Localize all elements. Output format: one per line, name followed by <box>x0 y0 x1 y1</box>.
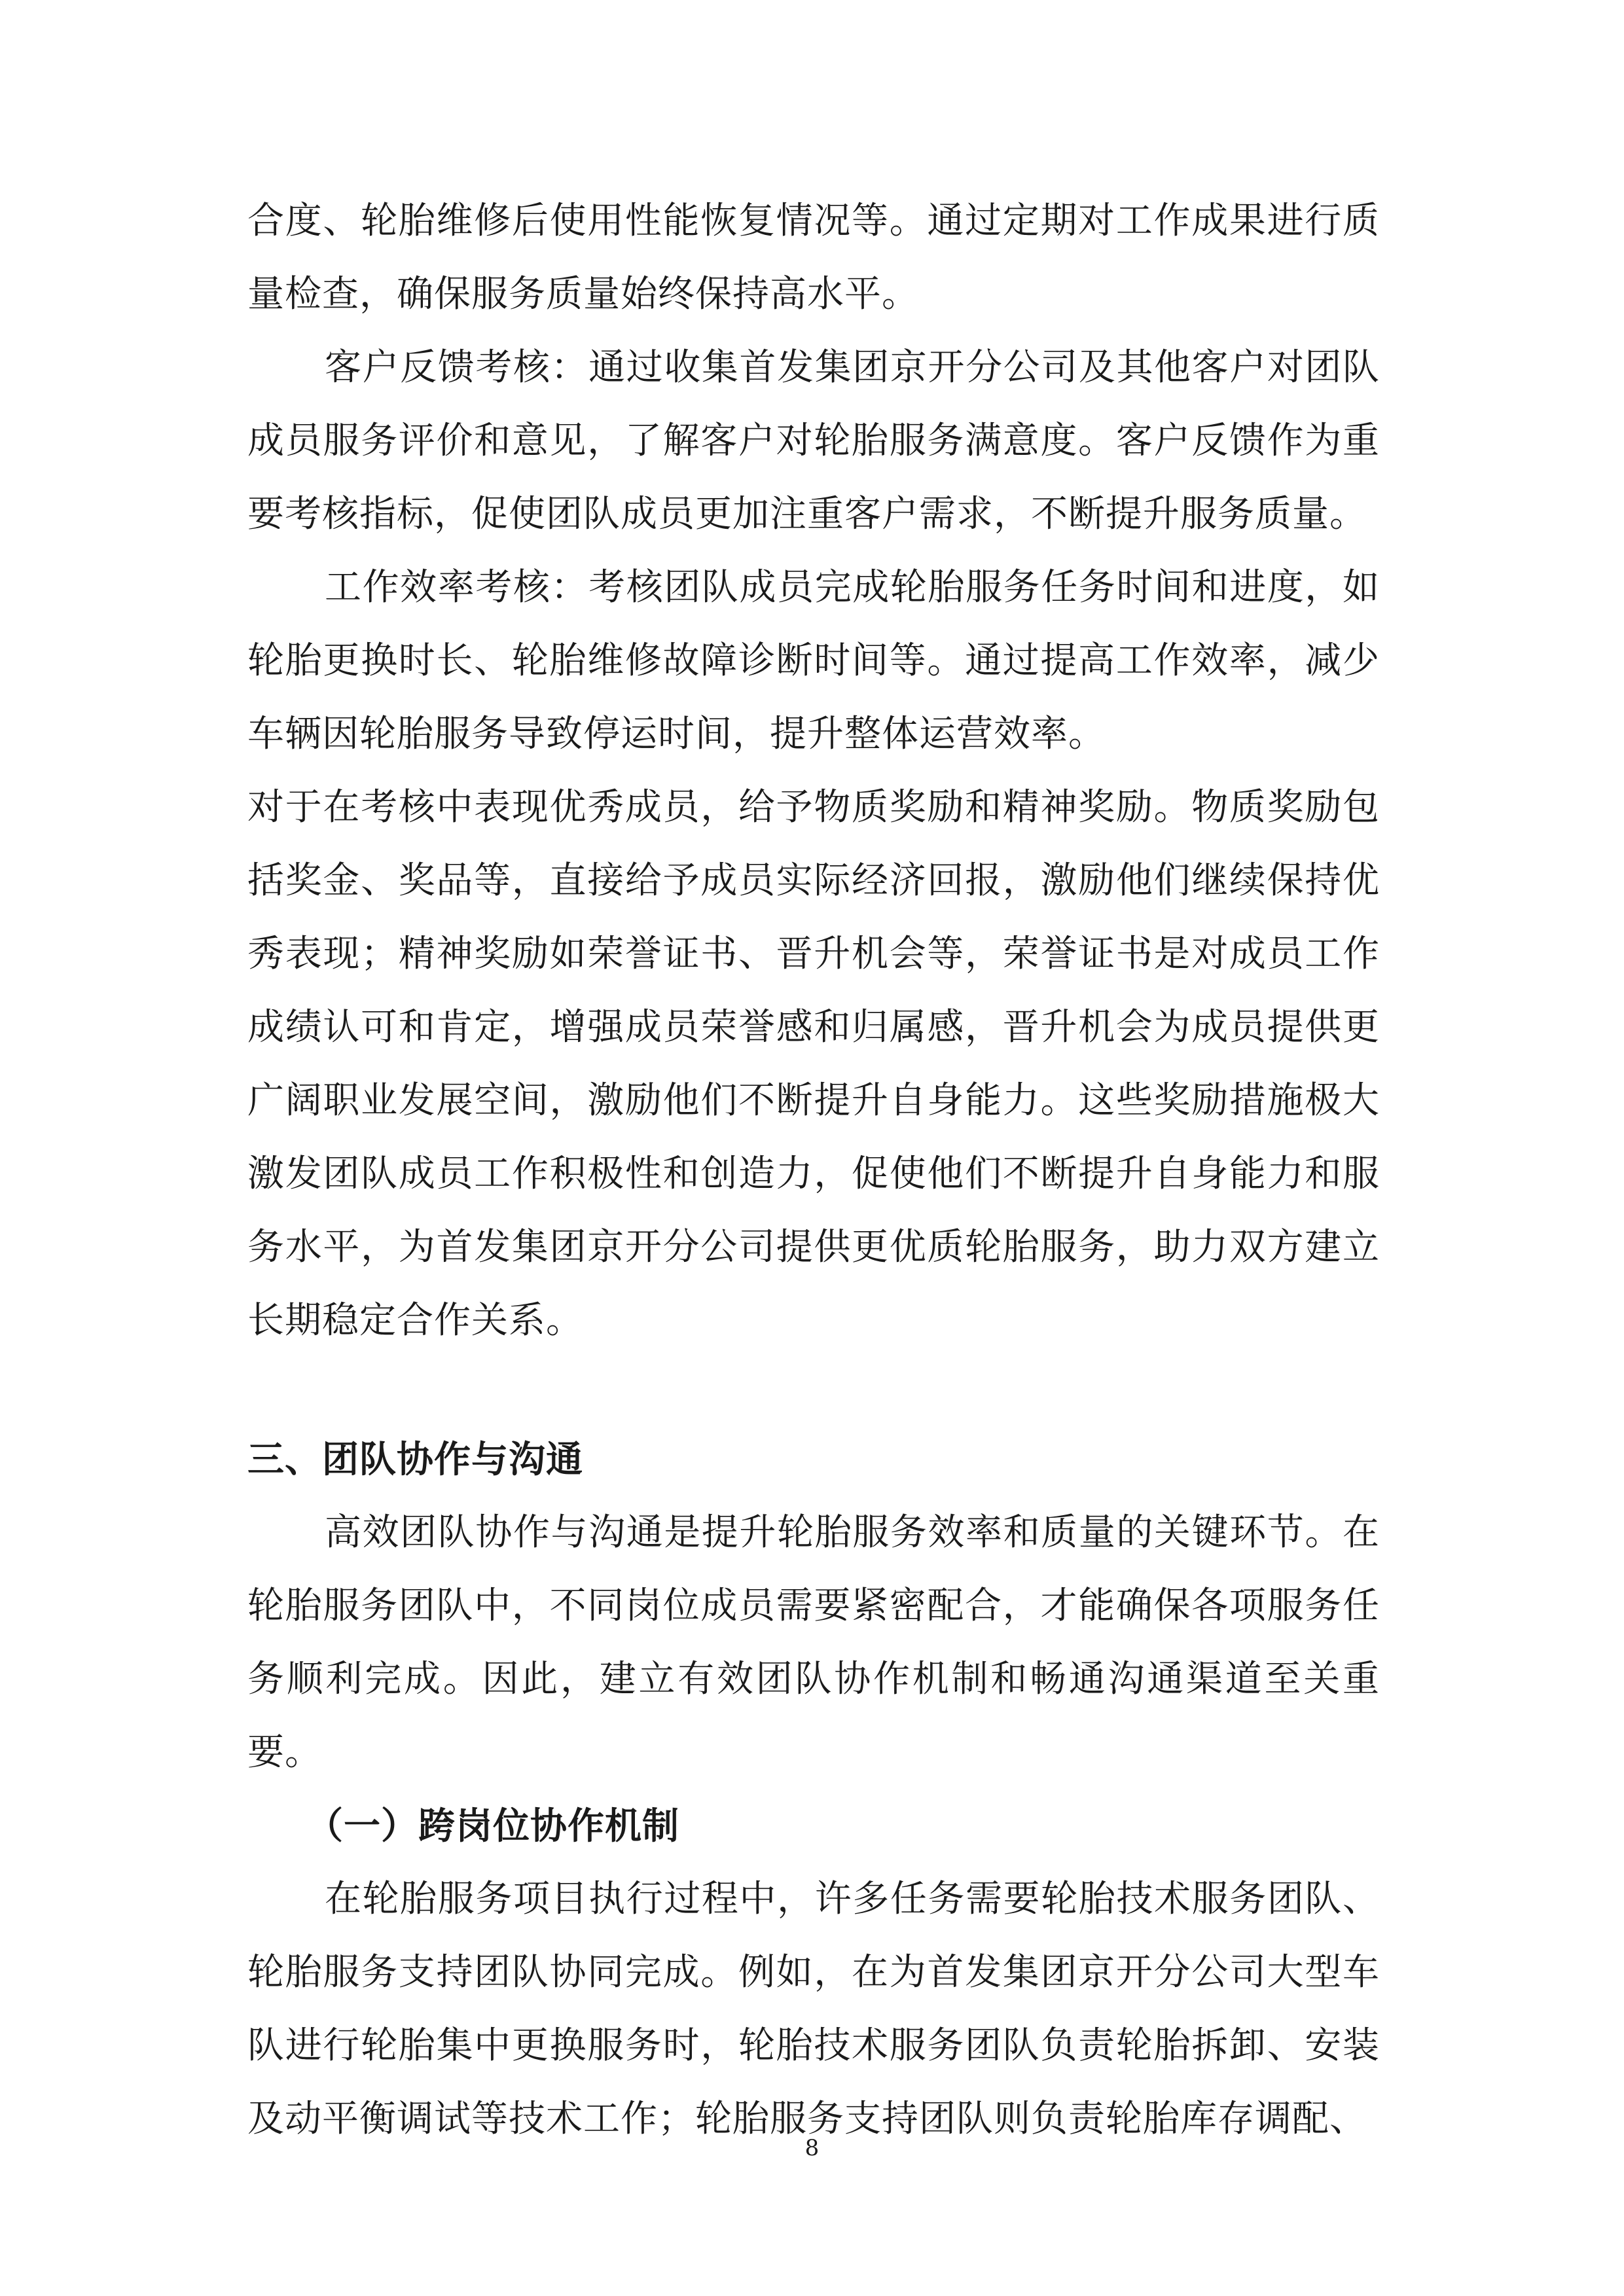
paragraph-quality-check-continued: 合度、轮胎维修后使用性能恢复情况等。通过定期对工作成果进行质量检查，确保服务质量始终保持高水平。 <box>247 200 1380 315</box>
paragraph-cross-role-collaboration: 在轮胎服务项目执行过程中，许多任务需要轮胎技术服务团队、轮胎服务支持团队协同完成。例如，在为首发集团京开分公司大型车队进行轮胎集中更换服务时，轮胎技术服务团队负责轮胎拆卸、安装及动平衡调试等技术工作；轮胎服务支持团队则负责轮胎库存调配、 <box>247 1878 1380 2140</box>
paragraph-work-efficiency: 工作效率考核：考核团队成员完成轮胎服务任务时间和进度，如轮胎更换时长、轮胎维修故障诊断时间等。通过提高工作效率，减少车辆因轮胎服务导致停运时间，提升整体运营效率。 <box>247 566 1380 755</box>
paragraph-teamwork-intro: 高效团队协作与沟通是提升轮胎服务效率和质量的关键环节。在轮胎服务团队中，不同岗位成员需要紧密配合，才能确保各项服务任务顺利完成。因此，建立有效团队协作机制和畅通沟通渠道至关重要。 <box>247 1511 1380 1774</box>
page-body <box>247 185 1380 2156</box>
paragraph-customer-feedback: 客户反馈考核：通过收集首发集团京开分公司及其他客户对团队成员服务评价和意见，了解客户对轮胎服务满意度。客户反馈作为重要考核指标，促使团队成员更加注重客户需求，不断提升服务质量。 <box>247 346 1380 535</box>
subsection-heading-cross-role: （一）跨岗位协作机制 <box>306 1804 679 1848</box>
page-number: 8 <box>804 2135 820 2161</box>
section-heading-teamwork: 三、团队协作与沟通 <box>247 1438 583 1481</box>
paragraph-rewards: 对于在考核中表现优秀成员，给予物质奖励和精神奖励。物质奖励包括奖金、奖品等，直接给予成员实际经济回报，激励他们继续保持优秀表现；精神奖励如荣誉证书、晋升机会等，荣誉证书是对成员工作成绩认可和肯定，增强成员荣誉感和归属感，晋升机会为成员提供更广阔职业发展空间，激励他们不断提升自身能力。这些奖励措施极大激发团队成员工作积极性和创造力，促使他们不断提升自身能力和服务水平，为首发集团京开分公司提供更优质轮胎服务，助力双方建立长期稳定合作关系。 <box>247 786 1380 1342</box>
